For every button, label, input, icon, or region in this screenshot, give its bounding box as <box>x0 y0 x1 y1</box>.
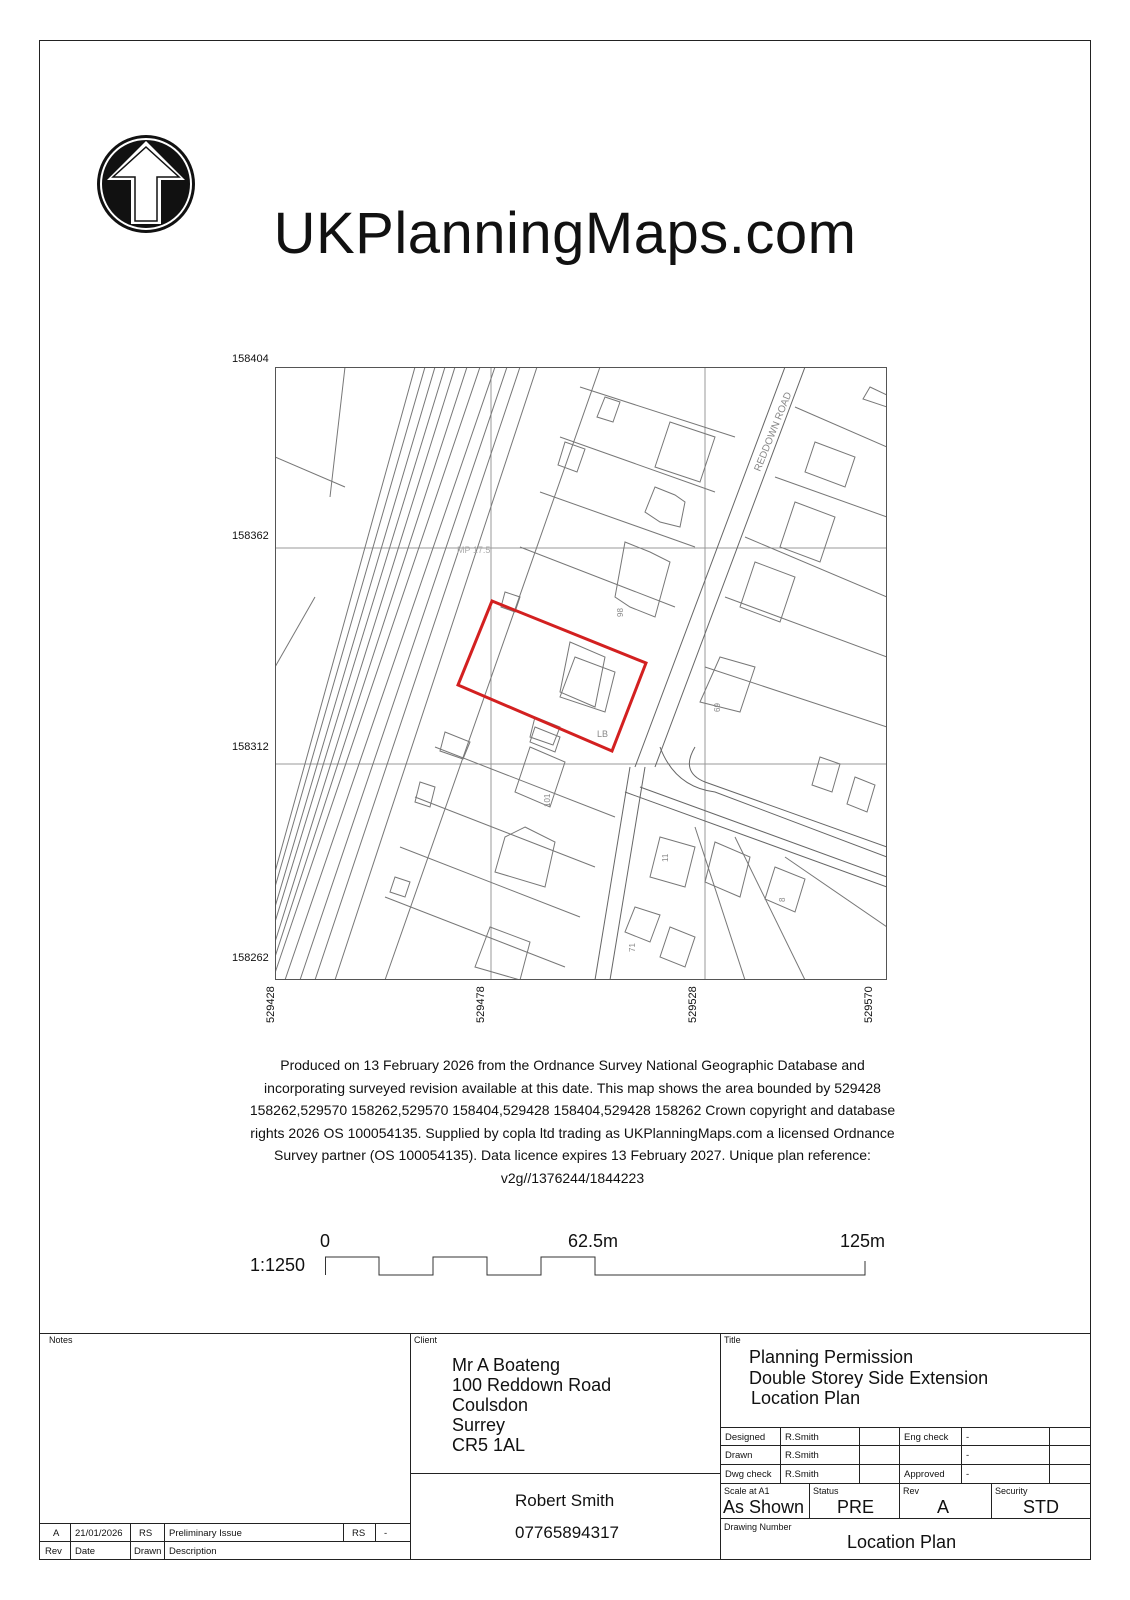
security-value: STD <box>1023 1497 1059 1517</box>
map-frame <box>275 367 887 980</box>
map-x-label-3: 529528 <box>687 986 699 1023</box>
map-x-label-1: 529428 <box>265 986 277 1023</box>
role-drawn-value: R.Smith <box>785 1450 819 1461</box>
drawing-number-label: Drawing Number <box>724 1522 792 1532</box>
copyright-notice <box>205 1054 940 1189</box>
revision-rev: A <box>53 1528 60 1539</box>
revision-header-date: Date <box>75 1546 96 1557</box>
title-line-3: Location Plan <box>751 1388 861 1408</box>
drawing-number-value: Location Plan <box>847 1532 957 1552</box>
drawing-title <box>749 1347 988 1409</box>
title-line-1: Planning Permission <box>749 1347 914 1367</box>
scale-mid: 62.5m <box>568 1231 619 1251</box>
scale-bar <box>230 1225 886 1285</box>
copyright-line: incorporating surveyed revision available at this date. This map shows the area bounded by 529428 <box>264 1079 881 1096</box>
status-value: PRE <box>837 1497 875 1517</box>
map-y-label-3: 158312 <box>232 741 269 753</box>
brand-title: UKPlanningMaps.com <box>273 201 857 266</box>
map-x-label-4: 529570 <box>863 986 875 1023</box>
role-drawn-label: Drawn <box>725 1450 753 1461</box>
revision-header-rev: Rev <box>45 1546 62 1557</box>
copyright-line: Produced on 13 February 2026 from the Ordnance Survey National Geographic Database and <box>280 1057 865 1073</box>
security-label: Security <box>995 1486 1028 1496</box>
client-town: Coulsdon <box>452 1395 529 1415</box>
scale-value: As Shown <box>723 1497 805 1517</box>
revision-description: Preliminary Issue <box>169 1528 242 1539</box>
map-note-mp: MP 17.5 <box>457 545 491 555</box>
revision-date: 21/01/2026 <box>75 1528 123 1539</box>
client-county: Surrey <box>452 1415 506 1435</box>
map-house-number-11: 11 <box>661 853 670 862</box>
map-house-number-69: 69 <box>713 703 722 712</box>
map-y-label-2: 158362 <box>232 530 269 542</box>
scale-label: Scale at A1 <box>724 1486 770 1496</box>
agent-name: Robert Smith <box>515 1491 615 1510</box>
map-y-label-top: 158404 <box>232 353 269 365</box>
map-y-label-bottom: 158262 <box>232 952 269 964</box>
notes-label: Notes <box>49 1335 73 1345</box>
client-address <box>452 1355 611 1455</box>
role-dwgcheck-value: R.Smith <box>785 1469 819 1480</box>
map-house-number-101: 101 <box>543 793 552 807</box>
location-map <box>200 355 920 1035</box>
scale-ratio: 1:1250 <box>250 1255 306 1275</box>
scale-end: 125m <box>840 1231 886 1251</box>
scale-bar-graphic <box>325 1255 875 1280</box>
map-house-number-98: 98 <box>616 608 625 617</box>
revision-check: RS <box>352 1528 366 1539</box>
check-blank-value: - <box>966 1450 970 1461</box>
client-name: Mr A Boateng <box>452 1355 561 1375</box>
check-approved-value: - <box>966 1469 970 1480</box>
role-dwgcheck-label: Dwg check <box>725 1469 772 1480</box>
map-note-lb: LB <box>597 729 609 739</box>
title-line-2: Double Storey Side Extension <box>749 1367 989 1388</box>
map-road-label: REDDOWN ROAD <box>752 390 795 474</box>
copyright-line: v2g//1376244/1844223 <box>500 1169 645 1186</box>
role-designed-label: Designed <box>725 1432 766 1443</box>
revision-extra: - <box>384 1528 388 1539</box>
rev-value: A <box>937 1497 950 1517</box>
copyright-line: 158262,529570 158262,529570 158404,529428 158404,529428 158262 Crown copyright and database <box>249 1102 896 1118</box>
map-house-number-71: 71 <box>628 943 637 952</box>
revision-header-drawn: Drawn <box>134 1546 162 1557</box>
client-label: Client <box>414 1335 438 1345</box>
rev-label: Rev <box>903 1486 920 1496</box>
copyright-line: rights 2026 OS 100054135. Supplied by copla ltd trading as UKPlanningMaps.com a licensed Ordnance <box>250 1124 895 1141</box>
scale-start: 0 <box>320 1231 331 1251</box>
title-label: Title <box>724 1335 741 1345</box>
agent-phone: 07765894317 <box>515 1523 620 1542</box>
client-postcode: CR5 1AL <box>452 1435 526 1455</box>
revision-header-description: Description <box>169 1546 217 1557</box>
check-approved-label: Approved <box>904 1469 945 1480</box>
check-eng-value: - <box>966 1432 970 1443</box>
check-eng-label: Eng check <box>904 1432 949 1443</box>
map-house-number-8: 8 <box>778 897 787 902</box>
status-label: Status <box>813 1486 839 1496</box>
map-x-label-2: 529478 <box>475 986 487 1023</box>
client-street: 100 Reddown Road <box>452 1375 612 1395</box>
revision-by: RS <box>139 1528 153 1539</box>
copyright-line: Survey partner (OS 100054135). Data licence expires 13 February 2027. Unique plan reference: <box>274 1147 871 1163</box>
title-block <box>39 1333 1091 1560</box>
role-designed-value: R.Smith <box>785 1432 819 1443</box>
